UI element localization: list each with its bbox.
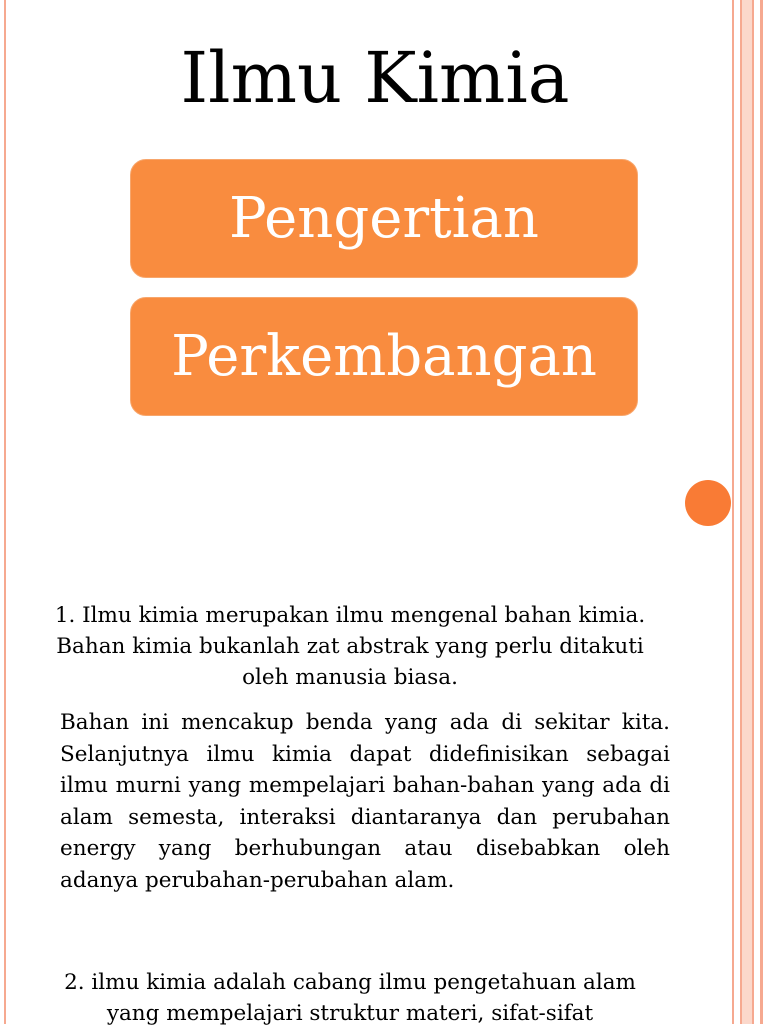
left-border-line [4,0,6,1024]
paragraph-definition-1: 1. Ilmu kimia merupakan ilmu mengenal bahan kimia. Bahan kimia bukanlah zat abstrak yang perlu ditakuti oleh manusia biasa. [54,603,646,690]
slide-title: Ilmu Kimia [180,37,570,119]
right-border-band [740,0,754,1024]
paragraph-definition-2: 2. ilmu kimia adalah cabang ilmu pengetahuan alam yang mempelajari struktur materi, sifat-sifat [64,970,636,1026]
pengertian-button[interactable]: Pengertian [130,159,638,278]
right-border-line [732,0,734,1024]
paragraph-definition-detail: Bahan ini mencakup benda yang ada di sekitar kita. Selanjutnya ilmu kimia dapat didefinisikan sebagai ilmu murni yang mempelajari bahan-bahan yang ada di alam semesta, interaksi diantaranya dan perubahan energy yang berhubungan atau disebabkan oleh adanya perubahan-perubahan alam. [60,710,670,893]
right-border-edge [760,0,763,1024]
perkembangan-button[interactable]: Perkembangan [130,297,638,416]
orange-circle-icon [685,480,731,526]
